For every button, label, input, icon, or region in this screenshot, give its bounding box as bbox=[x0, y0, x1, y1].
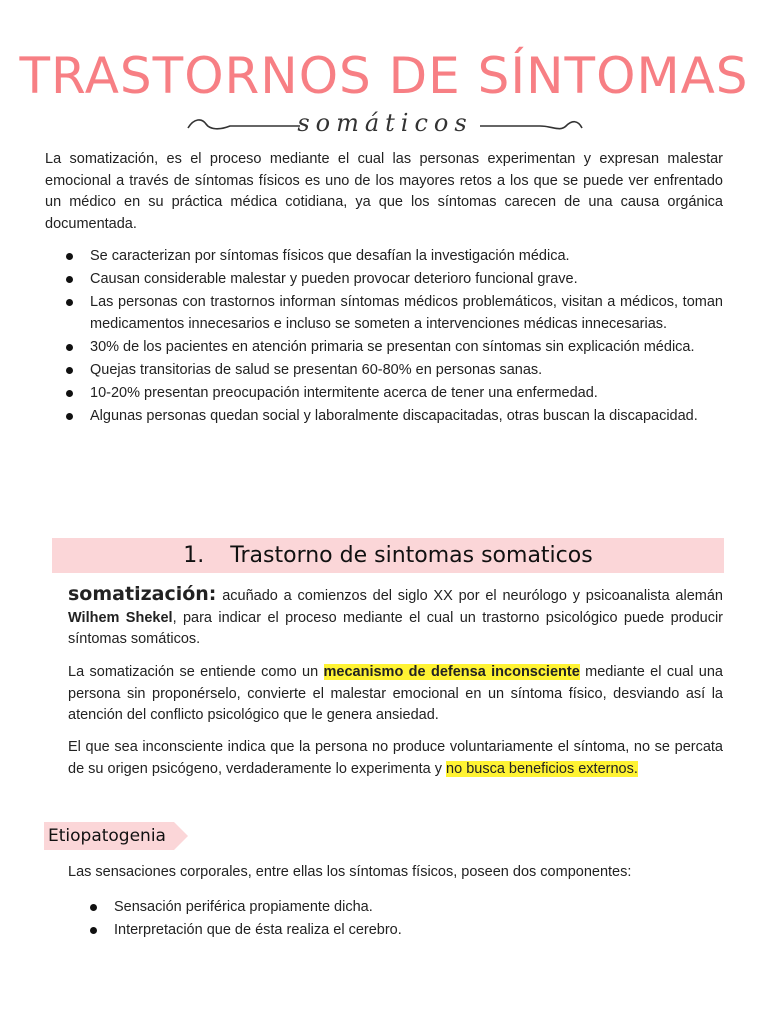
etiopatogenia-tag bbox=[44, 822, 188, 850]
list-item: Algunas personas quedan social y laboralmente discapacitadas, otras buscan la discapacidad. bbox=[66, 406, 723, 428]
list-item: 10-20% presentan preocupación intermitente acerca de tener una enfermedad. bbox=[66, 383, 723, 405]
list-item: Sensación periférica propiamente dicha. bbox=[90, 897, 723, 919]
bullet-dot bbox=[66, 390, 73, 397]
keyword: somatización: bbox=[68, 583, 217, 605]
list-item: Interpretación que de ésta realiza el cerebro. bbox=[90, 920, 723, 942]
highlighted-text: mecanismo de defensa inconsciente bbox=[323, 664, 580, 680]
etiopatogenia-intro: Las sensaciones corporales, entre ellas los síntomas físicos, poseen dos componentes: bbox=[68, 864, 632, 880]
bullet-dot bbox=[66, 344, 73, 351]
bullet-dot bbox=[66, 253, 73, 260]
section-number: 1. bbox=[183, 543, 205, 568]
bullet-dot bbox=[66, 367, 73, 374]
bullet-dot bbox=[90, 927, 97, 934]
bullet-dot bbox=[66, 413, 73, 420]
list-item: 30% de los pacientes en atención primaria se presentan con síntomas sin explicación médica. bbox=[66, 337, 723, 359]
bullet-dot bbox=[90, 904, 97, 911]
page-subtitle: somáticos bbox=[297, 109, 473, 137]
characteristics-list bbox=[66, 246, 723, 429]
list-item: Las personas con trastornos informan síntomas médicos problemáticos, visitan a médicos, toman medicamentos innecesarios e incluso se someten a intervenciones médicas innecesarias. bbox=[66, 292, 723, 335]
author-name: Wilhem Shekel bbox=[68, 609, 173, 626]
subtitle-banner bbox=[180, 108, 590, 142]
list-item: Se caracterizan por síntomas físicos que desafían la investigación médica. bbox=[66, 246, 723, 268]
list-item: Quejas transitorias de salud se presentan 60-80% en personas sanas. bbox=[66, 360, 723, 382]
somatizacion-paragraph: somatización: acuñado a comienzos del siglo XX por el neurólogo y psicoanalista alemán Wilhem Shekel, para indicar el proceso mediante el cual un trastorno psicológico puede producir síntomas somáticos. bbox=[68, 583, 723, 647]
highlighted-text: no busca beneficios externos. bbox=[446, 760, 638, 777]
section-title: Trastorno de sintomas somaticos bbox=[230, 543, 593, 568]
tag-label: Etiopatogenia bbox=[48, 826, 166, 846]
bullet-dot bbox=[66, 299, 73, 306]
page-title: TRASTORNOS DE SÍNTOMAS bbox=[19, 47, 749, 105]
mechanism-paragraph: La somatización se entiende como un mecanismo de defensa inconsciente mediante el cual una persona sin proponérselo, convierte el malestar emocional en un síntoma físico, desviando así la atención del conflicto psicológico que le genera ansiedad. bbox=[68, 664, 723, 723]
bullet-dot bbox=[66, 276, 73, 283]
unconscious-paragraph: El que sea inconsciente indica que la persona no produce voluntariamente el síntoma, no se percata de su origen psicógeno, verdaderamente lo experimenta y no busca beneficios externos. bbox=[68, 739, 723, 777]
list-item: Causan considerable malestar y pueden provocar deterioro funcional grave. bbox=[66, 269, 723, 291]
intro-paragraph: La somatización, es el proceso mediante el cual las personas experimentan y expresan malestar emocional a través de síntomas físicos es uno de los mayores retos a los que se puede ver enfrentado un médico en su práctica médica cotidiana, ya que los síntomas carecen de una causa orgánica documentada. bbox=[45, 151, 723, 232]
section-heading bbox=[52, 538, 724, 573]
components-list bbox=[90, 897, 723, 943]
